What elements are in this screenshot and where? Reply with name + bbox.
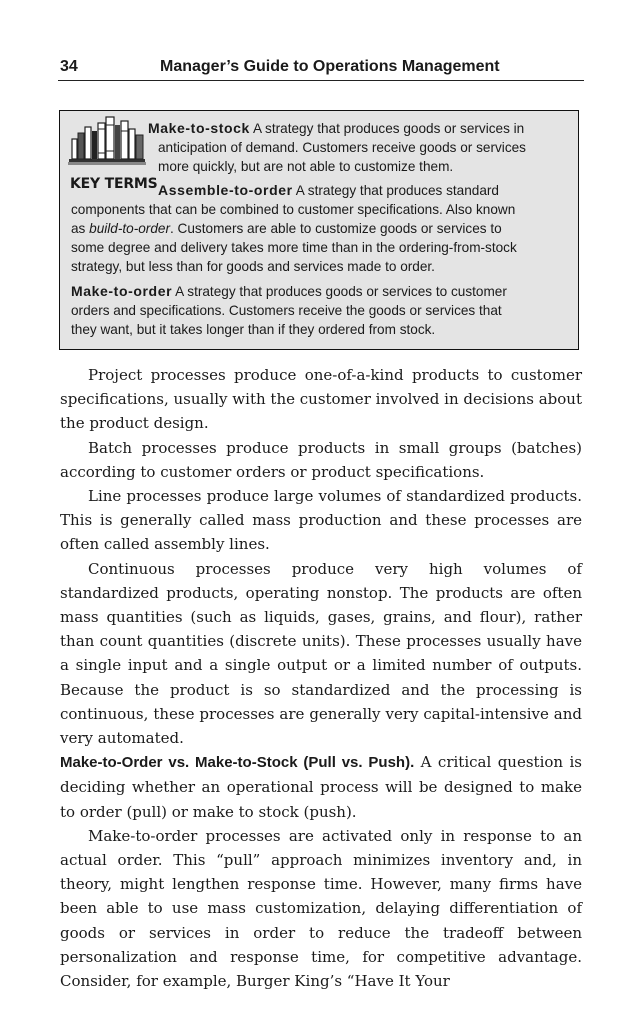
books-icon [68,113,146,167]
key-term-line: as build-to-order. Customers are able to customize goods or services to [71,221,502,236]
key-terms-box [59,110,579,350]
page-number: 34 [60,58,78,75]
key-term-line: anticipation of demand. Customers receive goods or services [158,140,526,155]
key-term-line: strategy, but less than for goods and services made to order. [71,259,435,274]
paragraph-batch-processes: Batch processes produce products in small groups (batches) according to customer orders or product specifications. [60,438,582,481]
paragraph-make-to-order-vs-stock: Make-to-Order vs. Make-to-Stock (Pull vs. Push). A critical question is deciding whether an operational process will be designed to make to order (pull) or make to stock (push). [60,753,582,821]
key-term-line: Make-to-stock A strategy that produces goods or services in [148,120,525,136]
paragraph-line-processes: Line processes produce large volumes of standardized products. This is generally called mass production and these processes are often called assembly lines. [60,487,582,554]
term-assemble-to-order: Assemble-to-order [158,182,293,198]
key-term-line: components that can be combined to customer specifications. Also known [71,202,516,217]
paragraph-project-processes: Project processes produce one-of-a-kind products to customer specifications, usually with the customer involved in decisions about the product design. [60,366,582,433]
running-header [58,56,584,81]
paragraph-continuous-processes: Continuous processes produce very high volumes of standardized products, operating nonstop. The products are often mass quantities (such as liquids, gases, grains, and flour), rather than count quantities (discrete units). These processes usually have a single input and a single output or a limited number of outputs. Because the product is so standardized and the processing is continuous, these processes are generally very capital-intensive and very automated. [60,559,582,748]
paragraph-make-to-order-processes: Make-to-order processes are activated only in response to an actual order. This “pull” approach minimizes inventory and, in theory, might lengthen response time. However, many firms have been able to use mass customization, delaying differentiation of goods or services in order to reduce the tradeoff between personalization and response time, for competitive advantage. Consider, for example, Burger King’s “Have It Your [60,826,582,991]
key-term-line: Make-to-order A strategy that produces goods or services to customer [71,283,507,299]
key-terms-label: KEY TERMS [70,176,158,192]
body-text [60,363,582,993]
key-term-line: Assemble-to-order A strategy that produces standard [158,182,499,198]
run-in-heading: Make-to-Order vs. Make-to-Stock (Pull vs. Push). [60,754,415,772]
book-title: Manager’s Guide to Operations Management [160,58,500,75]
term-make-to-stock: Make-to-stock [148,120,250,136]
key-term-line: they want, but it takes longer than if they ordered from stock. [71,322,436,337]
key-term-line: some degree and delivery takes more time than in the ordering-from-stock [71,240,517,255]
key-term-line: orders and specifications. Customers receive the goods or services that [71,303,502,318]
key-term-line: more quickly, but are not able to customize them. [158,159,454,174]
term-make-to-order: Make-to-order [71,283,173,299]
